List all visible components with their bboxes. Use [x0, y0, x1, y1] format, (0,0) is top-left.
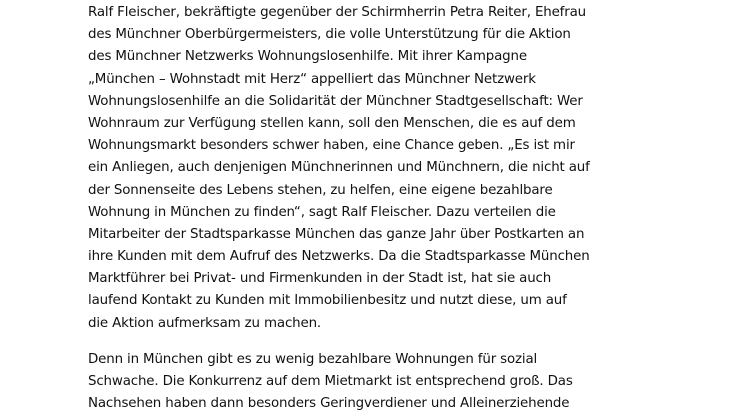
text-line: der Sonnenseite des Lebens stehen, zu helfen, eine eigene bezahlbare — [88, 182, 553, 198]
text-line: Wohnraum zur Verfügung stellen kann, soll den Menschen, die es auf dem — [88, 115, 576, 131]
paragraph-spacer — [88, 335, 568, 349]
text-line: Wohnung in München zu finden“, sagt Ralf Fleischer. Dazu verteilen die — [88, 204, 556, 220]
text-line: Wohnungslosenhilfe an die Solidarität der Münchner Stadtgesellschaft: Wer — [88, 93, 583, 109]
text-line: Marktführer bei Privat- und Firmenkunden in der Stadt ist, hat sie auch — [88, 271, 552, 287]
text-line: Schwache. Die Konkurrenz auf dem Mietmarkt ist entsprechend groß. Das — [88, 374, 573, 389]
paragraph-1 — [88, 2, 590, 335]
text-line: Wohnungsmarkt besonders schwer haben, eine Chance geben. „Es ist mir — [88, 138, 575, 154]
text-line: ihre Kunden mit dem Aufruf des Netzwerks. Da die Stadtsparkasse München — [88, 249, 590, 265]
text-line: Denn in München gibt es zu wenig bezahlbare Wohnungen für sozial — [88, 351, 538, 367]
text-line: Ralf Fleischer, bekräftigte gegenüber der Schirmherrin Petra Reiter, Ehefrau — [88, 5, 586, 20]
text-line: Mitarbeiter der Stadtsparkasse München das ganze Jahr über Postkarten an — [88, 226, 585, 242]
text-line: die Aktion aufmerksam zu machen. — [88, 315, 322, 331]
text-line: des Münchner Oberbürgermeisters, die volle Unterstützung für die Aktion — [88, 27, 571, 43]
article-body — [88, 2, 590, 415]
text-line: des Münchner Netzwerks Wohnungslosenhilfe. Mit ihrer Kampagne — [88, 49, 527, 65]
text-line: ein Anliegen, auch denjenigen Münchnerinnen und Münchnern, die nicht auf — [88, 160, 590, 176]
paragraph-2 — [88, 349, 573, 416]
text-line: laufend Kontakt zu Kunden mit Immobilienbesitz und nutzt diese, um auf — [88, 293, 567, 309]
text-line: Nachsehen haben dann besonders Geringverdiener und Alleinerziehende — [88, 396, 570, 412]
text-line: „München – Wohnstadt mit Herz“ appelliert das Münchner Netzwerk — [88, 71, 536, 87]
